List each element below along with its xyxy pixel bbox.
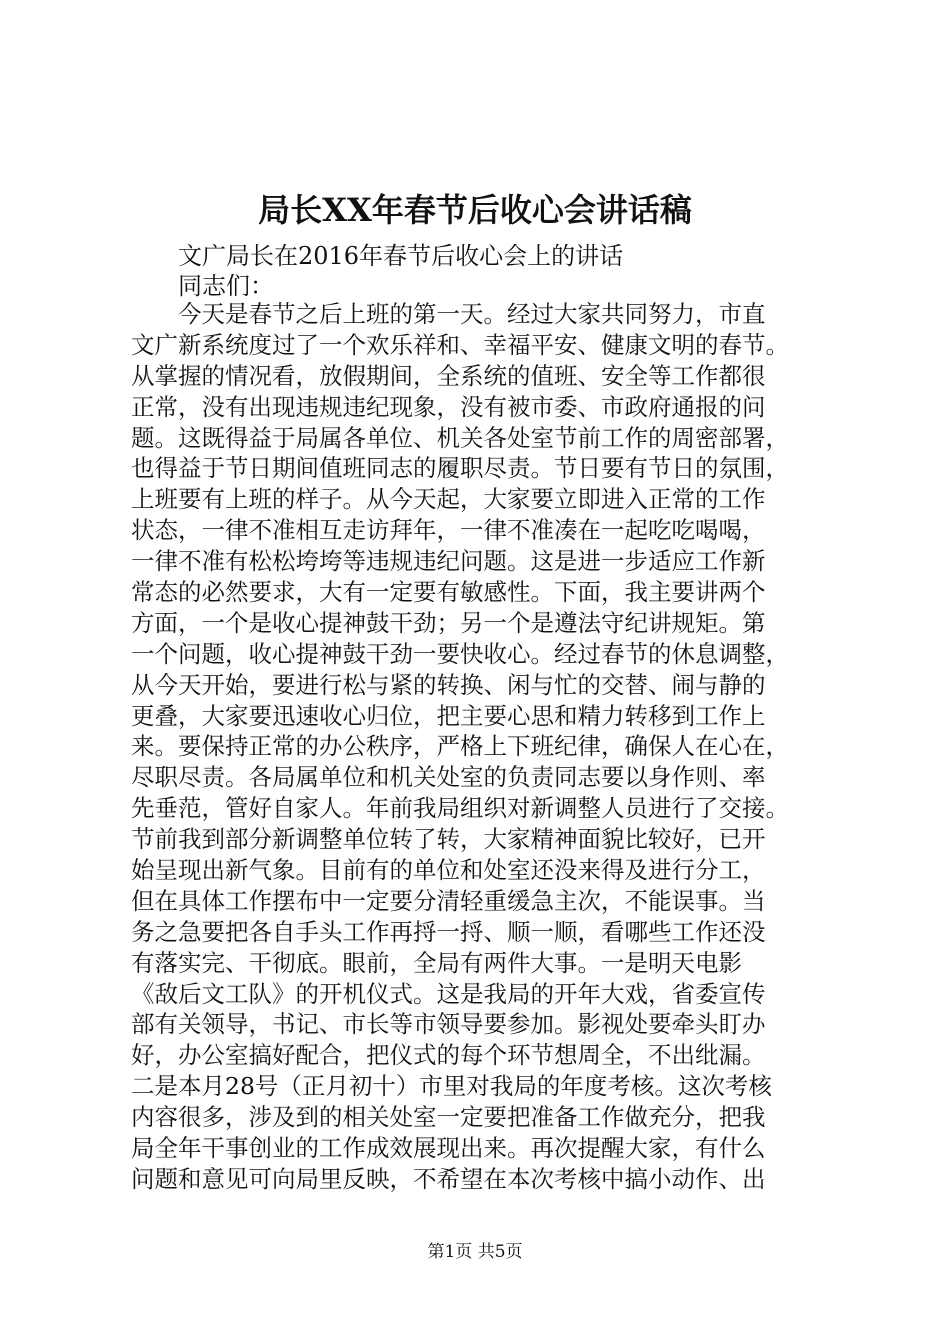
- body-line: 始呈现出新气象。目前有的单位和处室还没来得及进行分工，: [131, 856, 766, 885]
- body-line: 节前我到部分新调整单位转了转，大家精神面貌比较好，已开: [131, 825, 766, 854]
- body-line: 内容很多，涉及到的相关处室一定要把准备工作做充分，把我: [131, 1103, 766, 1132]
- body-line: 也得益于节日期间值班同志的履职尽责。节日要有节日的氛围，: [131, 454, 789, 483]
- body-line: 题。这既得益于局属各单位、机关各处室节前工作的周密部署，: [131, 423, 789, 452]
- body-line: 来。要保持正常的办公秩序，严格上下班纪律，确保人在心在，: [131, 732, 789, 761]
- body-line: 文广新系统度过了一个欢乐祥和、幸福平安、健康文明的春节。: [131, 330, 789, 359]
- page-footer: 第1页 共5页: [427, 1242, 523, 1262]
- body-line: 先垂范，管好自家人。年前我局组织对新调整人员进行了交接。: [131, 794, 789, 823]
- body-line: 局全年干事创业的工作成效展现出来。再次提醒大家，有什么: [131, 1134, 766, 1163]
- body-line: 今天是春节之后上班的第一天。经过大家共同努力，市直: [178, 300, 766, 328]
- body-line: 状态，一律不准相互走访拜年，一律不准凑在一起吃吃喝喝，: [131, 516, 766, 545]
- body-line: 方面，一个是收心提神鼓干劲；另一个是遵法守纪讲规矩。第: [131, 608, 766, 637]
- body-line: 从掌握的情况看，放假期间，全系统的值班、安全等工作都很: [131, 361, 766, 390]
- body-line: 一律不准有松松垮垮等违规违纪问题。这是进一步适应工作新: [131, 547, 766, 576]
- body-line: 正常，没有出现违规违纪现象，没有被市委、市政府通报的问: [131, 392, 766, 421]
- body-line: 二是本月28号（正月初十）市里对我局的年度考核。这次考核: [131, 1072, 772, 1101]
- body-line: 更叠，大家要迅速收心归位，把主要心思和精力转移到工作上: [131, 701, 766, 730]
- salutation: 同志们：: [178, 272, 274, 300]
- body-line: 但在具体工作摆布中一定要分清轻重缓急主次，不能误事。当: [131, 886, 766, 915]
- body-line: 从今天开始，要进行松与紧的转换、闲与忙的交替、闹与静的: [131, 670, 766, 699]
- body-line: 好，办公室搞好配合，把仪式的每个环节想周全，不出纰漏。: [131, 1041, 766, 1070]
- body-line: 上班要有上班的样子。从今天起，大家要立即进入正常的工作: [131, 485, 766, 514]
- body-line: 一个问题，收心提神鼓干劲一要快收心。经过春节的休息调整，: [131, 639, 789, 668]
- body-line: 常态的必然要求，大有一定要有敏感性。下面，我主要讲两个: [131, 578, 766, 607]
- body-line: 务之急要把各自手头工作再捋一捋、顺一顺，看哪些工作还没: [131, 917, 766, 946]
- document-subtitle: 文广局长在2016年春节后收心会上的讲话: [178, 242, 624, 270]
- body-text: [131, 299, 831, 1195]
- body-line: 部有关领导，书记、市长等市领导要参加。影视处要牵头盯办: [131, 1010, 766, 1039]
- body-line: 尽职尽责。各局属单位和机关处室的负责同志要以身作则、率: [131, 763, 766, 792]
- body-line: 《敌后文工队》的开机仪式。这是我局的开年大戏，省委宣传: [131, 979, 766, 1008]
- body-line: 问题和意见可向局里反映，不希望在本次考核中搞小动作、出: [131, 1164, 766, 1193]
- document-title: 局长XX年春节后收心会讲话稿: [258, 191, 692, 229]
- body-line: 有落实完、干彻底。眼前，全局有两件大事。一是明天电影: [131, 948, 742, 977]
